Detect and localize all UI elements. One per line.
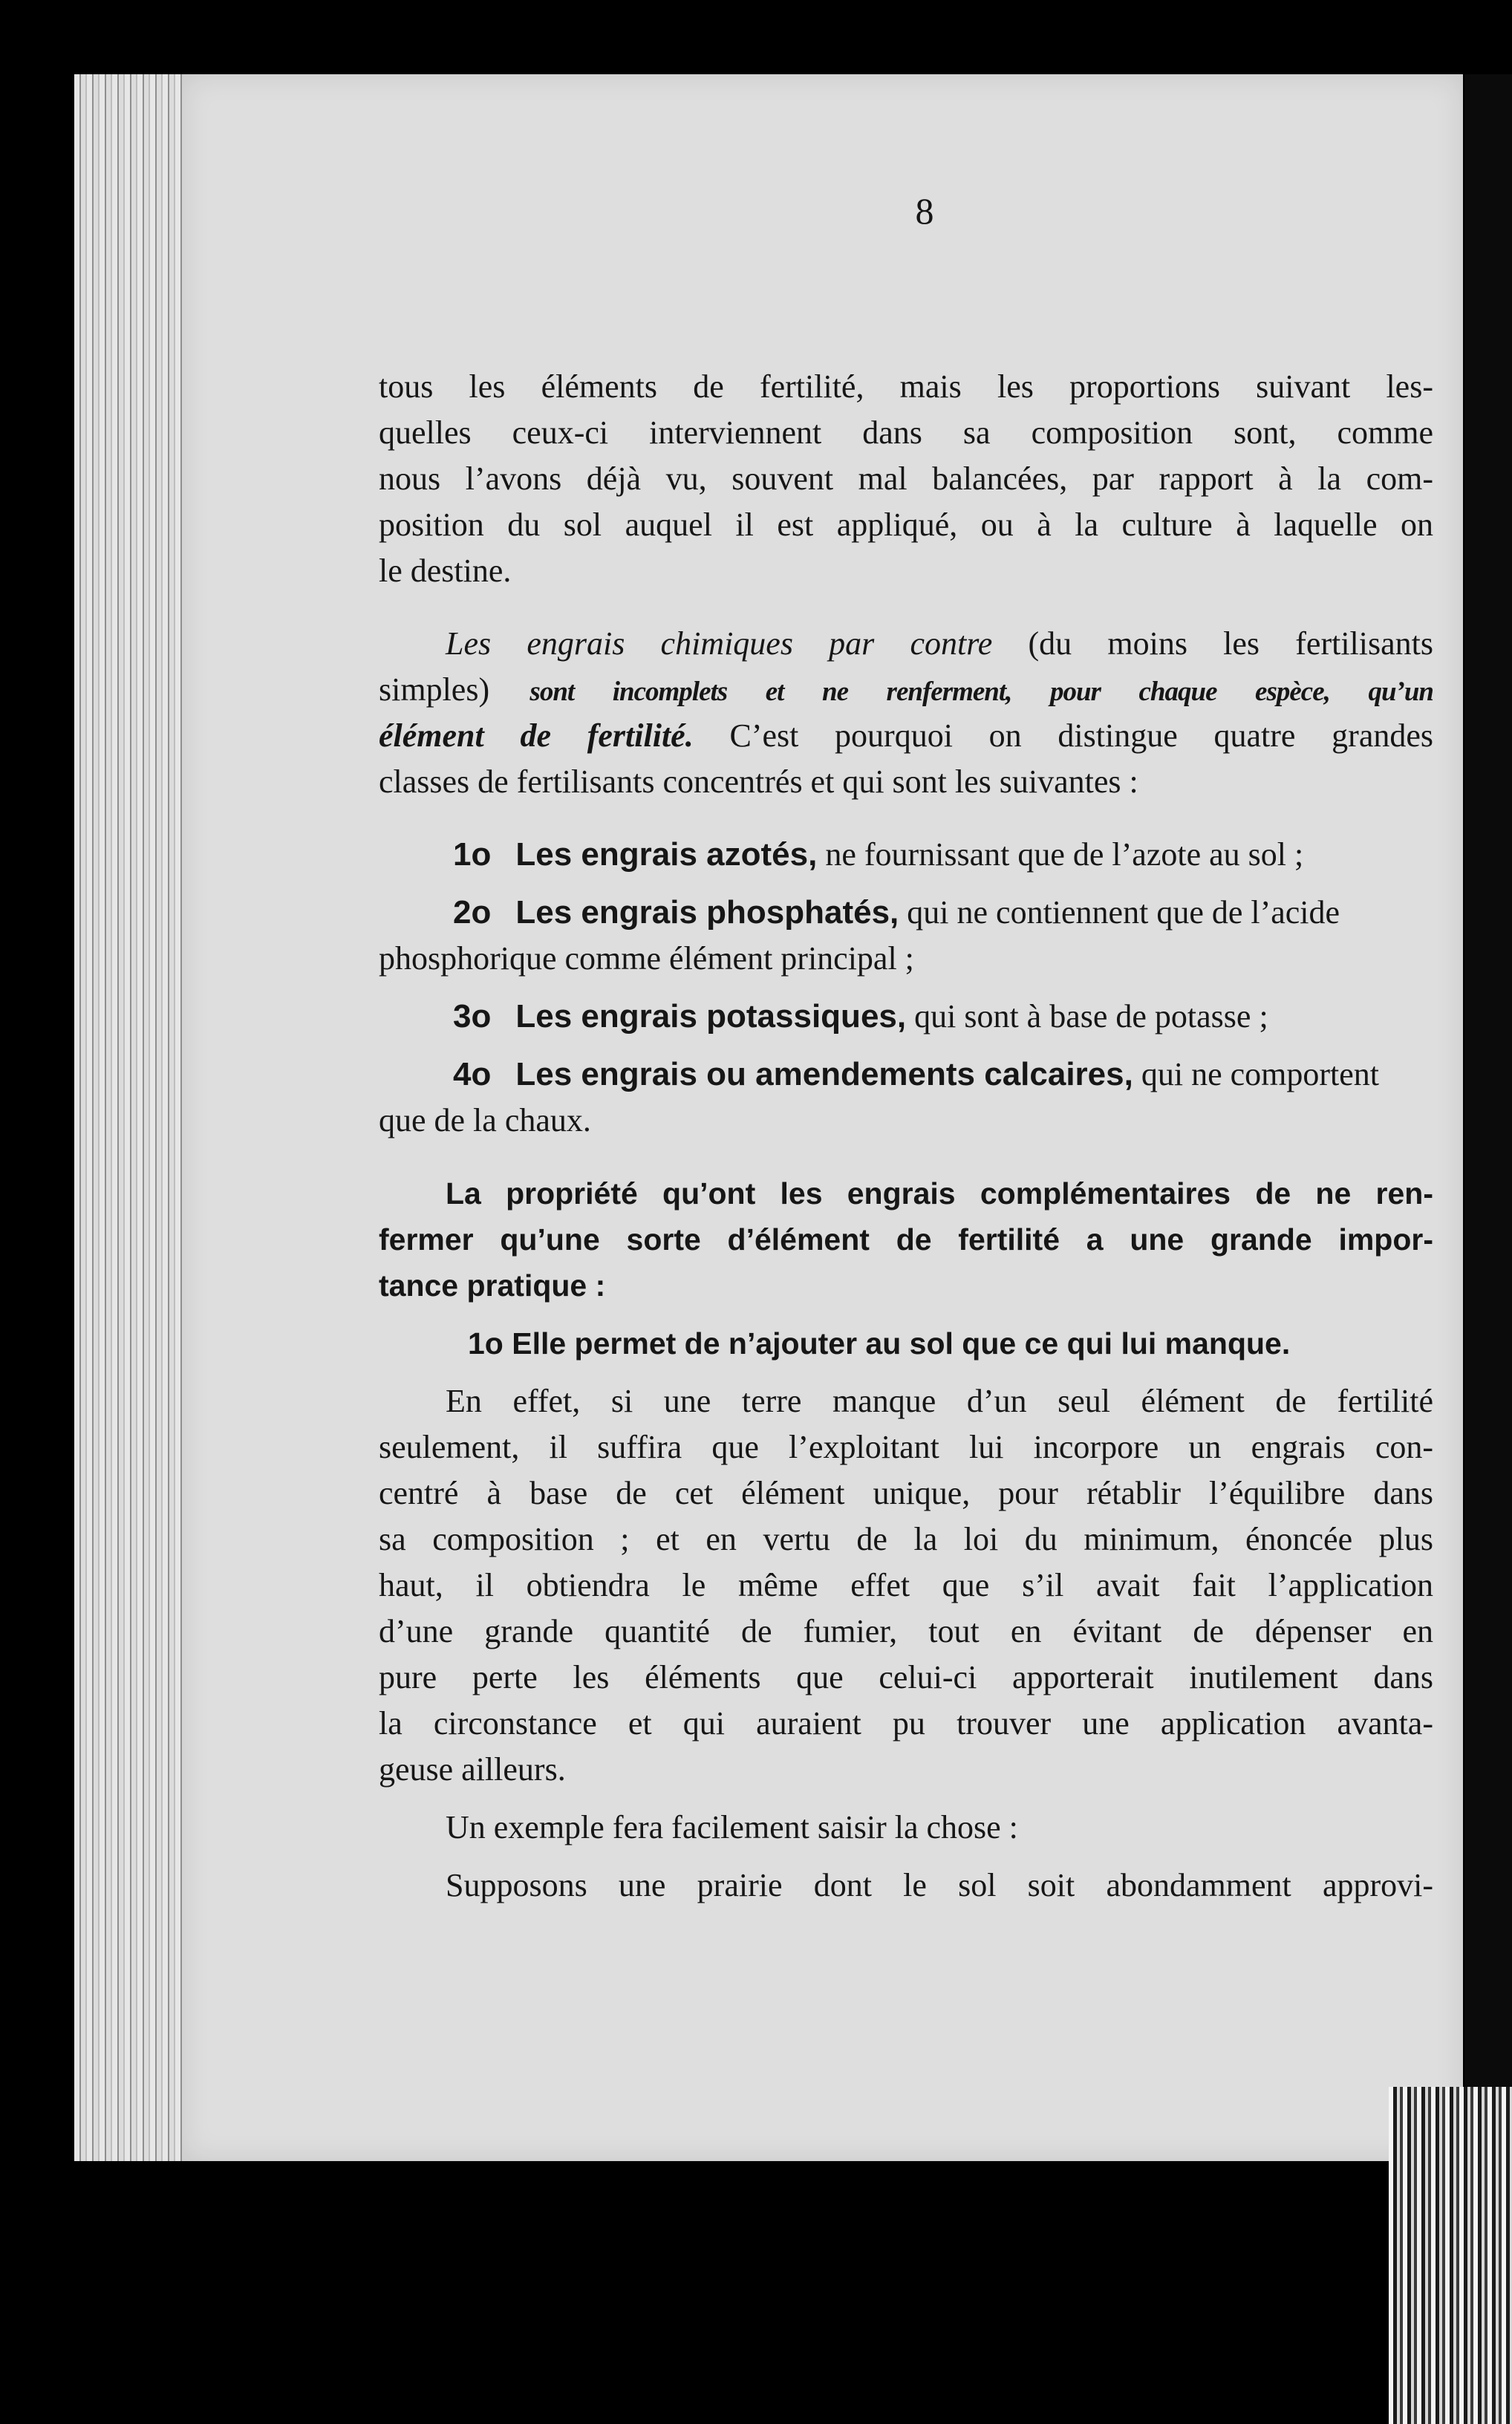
text-fragment: qui ne contiennent que de l’acide: [899, 894, 1340, 931]
emphasis: Les engrais chimiques par contre: [446, 625, 993, 662]
text-line: En effet, si une terre manque d’un seul élément de fertilité: [446, 1383, 1433, 1419]
text-line: [379, 667, 1433, 713]
text-line: le destine.: [379, 553, 512, 589]
text-line: d’une grande quantité de fumier, tout en évitant de dépenser en: [379, 1613, 1433, 1649]
list-label: Les engrais ou amendements calcaires,: [515, 1056, 1133, 1092]
page-body: [379, 364, 1433, 1909]
list-label: Les engrais phosphatés,: [515, 894, 899, 931]
bold-item: 1o Elle permet de n’ajouter au sol que ce qui lui manque.: [468, 1326, 1291, 1361]
text-line: quelles ceux-ci interviennent dans sa composition sont, comme: [379, 414, 1433, 451]
text-line: sa composition ; et en vertu de la loi du minimum, énoncée plus: [379, 1521, 1433, 1557]
text-line: [379, 713, 1433, 759]
text-line: nous l’avons déjà vu, souvent mal balancées, par rapport à la com-: [379, 460, 1433, 497]
bold-line: fermer qu’une sorte d’élément de fertilité a une grande impor-: [379, 1222, 1433, 1257]
text-line: geuse ailleurs.: [379, 1751, 566, 1788]
text-line: que de la chaux.: [379, 1102, 591, 1138]
emphasis: élément de fertilité.: [379, 717, 694, 754]
text-fragment: qui ne comportent: [1133, 1056, 1379, 1092]
text-line: Supposons une prairie dont le sol soit abondamment approvi-: [446, 1867, 1433, 1903]
page-stack-bottom: [1389, 2087, 1512, 2424]
list-label: Les engrais azotés,: [515, 836, 818, 873]
list-item: [379, 832, 1433, 878]
bold-line: tance pratique :: [379, 1268, 606, 1303]
text-fragment: ne fournissant que de l’azote au sol ;: [817, 836, 1304, 873]
text-fragment: qui sont à base de potasse ;: [906, 998, 1268, 1035]
text-fragment: simples): [379, 671, 530, 708]
text-line: Un exemple fera facilement saisir la chose :: [446, 1809, 1018, 1845]
text-line: la circonstance et qui auraient pu trouver une application avanta-: [379, 1705, 1433, 1742]
scan-border-right: [1464, 74, 1512, 2191]
list-number: 3o: [453, 998, 492, 1035]
text-line: pure perte les éléments que celui-ci apporterait inutilement dans: [379, 1659, 1433, 1695]
text-line: position du sol auquel il est appliqué, ou à la culture à laquelle on: [379, 506, 1433, 543]
text-fragment: C’est pourquoi on distingue quatre grandes: [693, 717, 1433, 754]
bold-line: La propriété qu’ont les engrais complémentaires de ne ren-: [446, 1176, 1433, 1211]
page-number: 8: [915, 190, 934, 232]
emphasis: sont incomplets et ne renferment, pour chaque espèce, qu’un: [529, 677, 1433, 707]
list-number: 4o: [453, 1056, 492, 1092]
list-item: [379, 1052, 1433, 1098]
text-line: centré à base de cet élément unique, pour rétablir l’équilibre dans: [379, 1475, 1433, 1511]
list-item: [379, 994, 1433, 1040]
list-number: 2o: [453, 894, 492, 931]
text-line: haut, il obtiendra le même effet que s’il avait fait l’application: [379, 1567, 1433, 1603]
text-line: [379, 621, 1433, 667]
text-line: phosphorique comme élément principal ;: [379, 940, 914, 977]
text-fragment: (du moins les fertilisants: [992, 625, 1433, 662]
text-line: tous les éléments de fertilité, mais les proportions suivant les-: [379, 368, 1433, 405]
list-number: 1o: [453, 836, 492, 873]
text-line: seulement, il suffira que l’exploitant lui incorpore un engrais con-: [379, 1429, 1433, 1465]
list-label: Les engrais potassiques,: [515, 998, 907, 1035]
list-item: [379, 890, 1433, 936]
text-line: classes de fertilisants concentrés et qui sont les suivantes :: [379, 763, 1138, 800]
